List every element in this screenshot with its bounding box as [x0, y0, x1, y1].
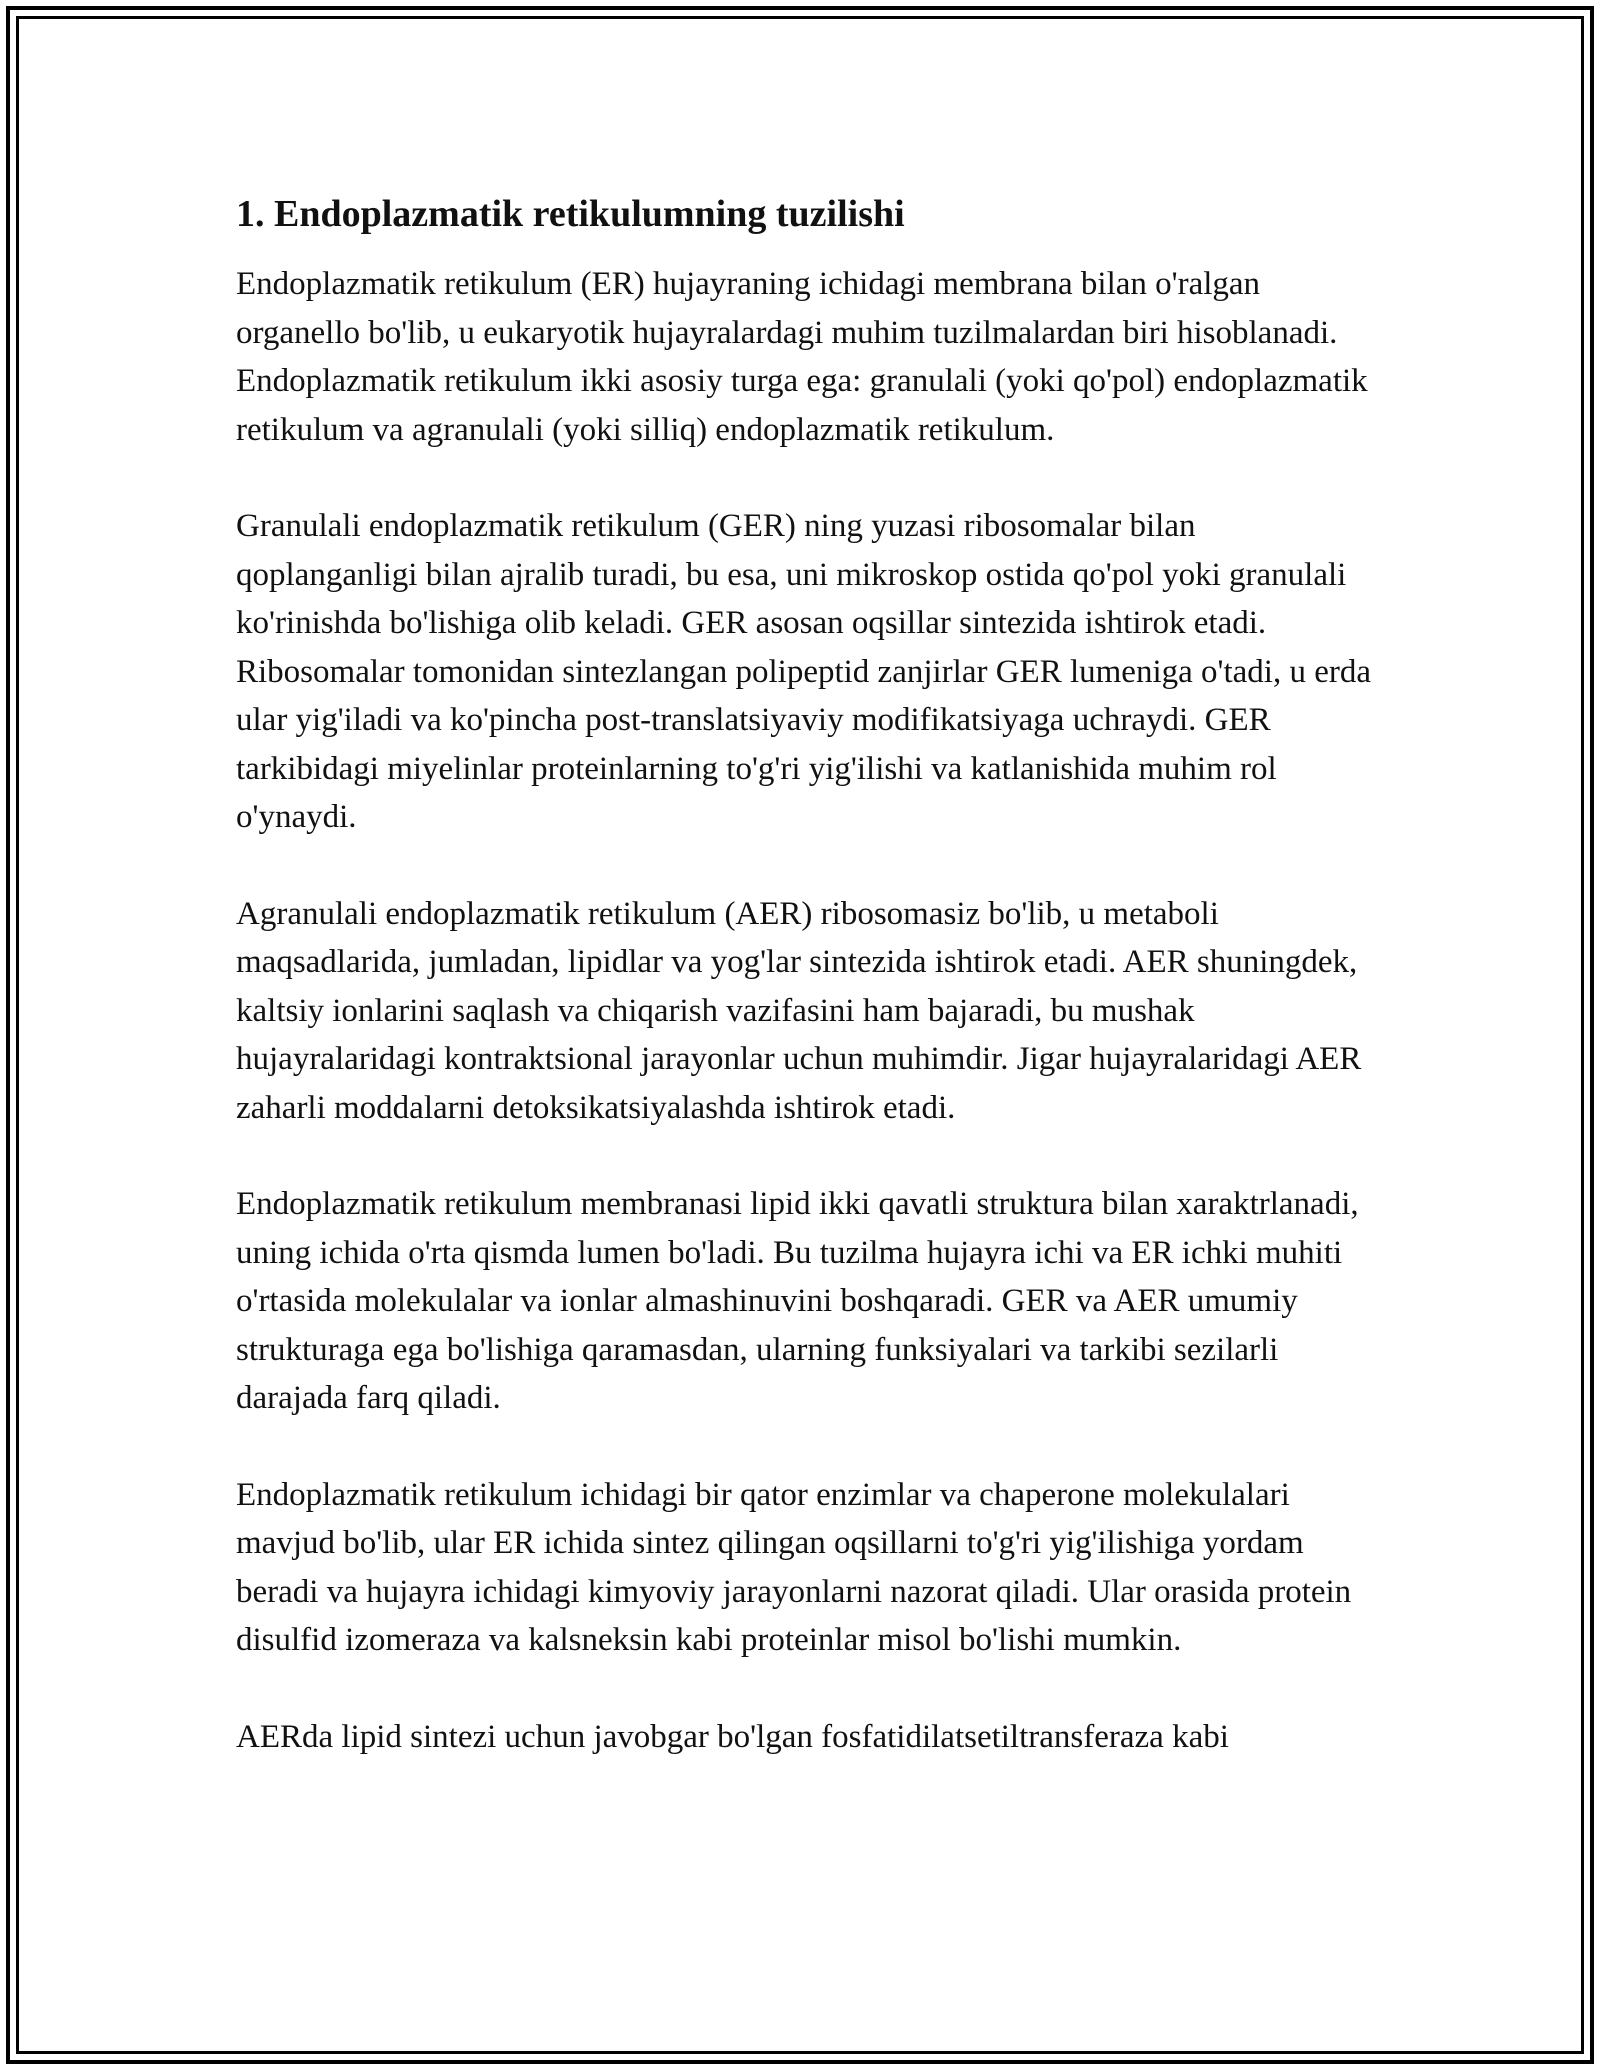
paragraph-er-intro: Endoplazmatik retikulum (ER) hujayraning ichidagi membrana bilan o'ralgan organello bo'lib, u eukaryotik hujayralardagi muhim tuzilmalardan biri hisoblanadi. Endoplazmatik retikulum ikki asosiy turga ega: granulali (yoki qo'pol) endoplazmatik retikulum va agranulali (yoki silliq) endoplazmatik retikulum.	[236, 266, 1368, 448]
paragraph-agranular-er: Agranulali endoplazmatik retikulum (AER) ribosomasiz bo'lib, u metaboli maqsadlarida, jumladan, lipidlar va yog'lar sintezida ishtirok etadi. AER shuningdek, kaltsiy ionlarini saqlash va chiqarish vazifasini ham bajaradi, bu mushak hujayralaridagi kontraktsional jarayonlar uchun muhimdir. Jigar hujayralaridagi AER zaharli moddalarni detoksikatsiyalashda ishtirok etadi.	[236, 895, 1362, 1126]
document-body	[236, 190, 1376, 1809]
paragraph-granular-er: Granulali endoplazmatik retikulum (GER) ning yuzasi ribosomalar bilan qoplanganligi bilan ajralib turadi, bu esa, uni mikroskop ostida qo'pol yoki granulali ko'rinishda bo'lishiga olib keladi. GER asosan oqsillar sintezida ishtirok etadi. Ribosomalar tomonidan sintezlangan polipeptid zanjirlar GER lumeniga o'tadi, u erda ular yig'iladi va ko'pincha post-translatsiyaviy modifikatsiyaga uchraydi. GER tarkibidagi miyelinlar proteinlarning to'g'ri yig'ilishi va katlanishida muhim rol o'ynaydi.	[236, 508, 1371, 835]
section-heading: 1. Endoplazmatik retikulumning tuzilishi	[236, 193, 905, 235]
paragraph-aer-lipid-synthesis: AERda lipid sintezi uchun javobgar bo'lgan fosfatidilatsetiltransferaza kabi	[236, 1718, 1229, 1755]
paragraph-er-membrane: Endoplazmatik retikulum membranasi lipid ikki qavatli struktura bilan xaraktrlanadi, uning ichida o'rta qismda lumen bo'ladi. Bu tuzilma hujayra ichi va ER ichki muhiti o'rtasida molekulalar va ionlar almashinuvini boshqaradi. GER va AER umumiy strukturaga ega bo'lishiga qaramasdan, ularning funksiyalari va tarkibi sezilarli darajada farq qiladi.	[236, 1186, 1359, 1416]
paragraph-er-enzymes: Endoplazmatik retikulum ichidagi bir qator enzimlar va chaperone molekulalari mavjud bo'lib, ular ER ichida sintez qilingan oqsillarni to'g'ri yig'ilishiga yordam beradi va hujayra ichidagi kimyoviy jarayonlarni nazorat qiladi. Ular orasida protein disulfid izomeraza va kalsneksin kabi proteinlar misol bo'lishi mumkin.	[236, 1476, 1352, 1658]
